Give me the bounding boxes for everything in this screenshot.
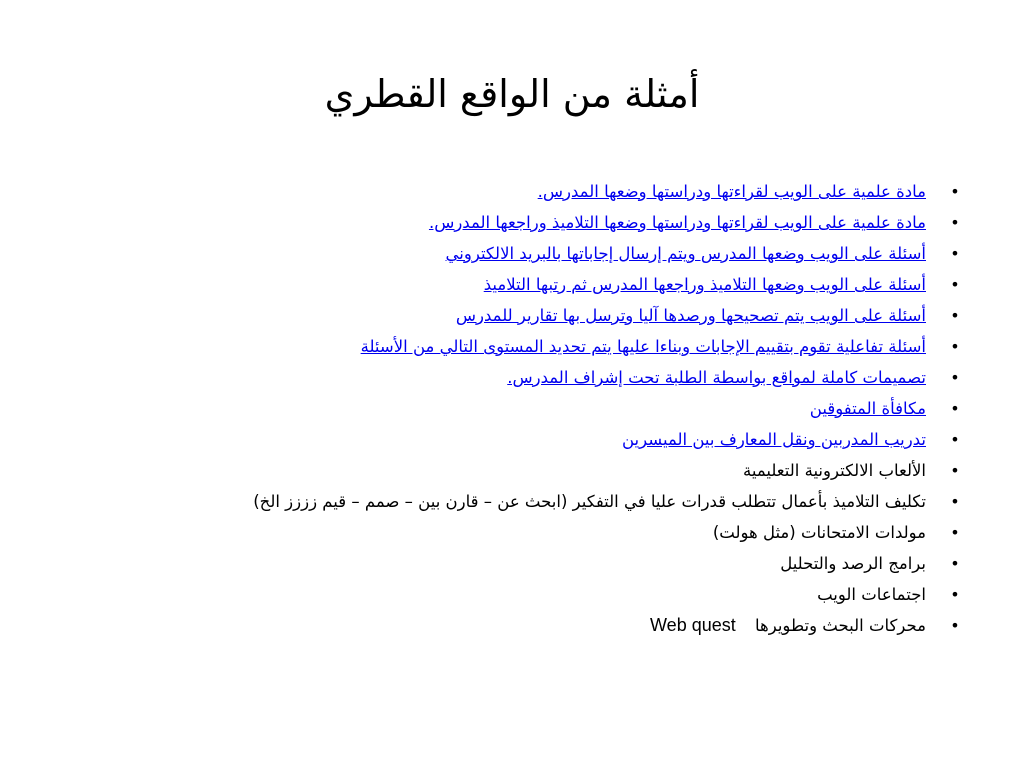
list-item: [62, 300, 960, 331]
bullet-dot-icon: •: [950, 585, 960, 604]
bullet-link[interactable]: أسئلة على الويب وضعها المدرس ويتم إرسال إجاباتها بالبريد الالكتروني: [445, 244, 926, 263]
bullet-link[interactable]: تدريب المدربين ونقل المعارف بين الميسرين: [621, 430, 926, 449]
list-item: [62, 393, 960, 424]
bullet-text: الألعاب الالكترونية التعليمية: [743, 461, 926, 480]
bullet-dot-icon: •: [950, 399, 960, 418]
bullet-dot-icon: •: [950, 368, 960, 387]
list-item: [62, 517, 960, 548]
list-item: [62, 548, 960, 579]
list-item: [62, 269, 960, 300]
list-item: [62, 610, 960, 641]
list-item: [62, 486, 960, 517]
bullet-dot-icon: •: [950, 430, 960, 449]
web-quest-label: Web quest: [650, 615, 736, 635]
bullet-text: محركات البحث وتطويرها: [755, 616, 926, 635]
bullet-text: اجتماعات الويب: [817, 585, 926, 604]
bullet-text: مولدات الامتحانات (مثل هولت): [712, 523, 926, 542]
list-item: [62, 455, 960, 486]
list-item: [62, 362, 960, 393]
bullet-dot-icon: •: [950, 213, 960, 232]
bullet-link[interactable]: أسئلة تفاعلية تقوم بتقييم الإجابات وبناءا عليها يتم تحديد المستوى التالي من الأسئلة: [360, 337, 926, 356]
bullet-text: تكليف التلاميذ بأعمال تتطلب قدرات عليا في التفكير (ابحث عن – قارن بين – صمم – قيم زززز الخ): [253, 492, 926, 511]
bullet-dot-icon: •: [950, 275, 960, 294]
bullet-dot-icon: •: [950, 461, 960, 480]
bullet-link[interactable]: أسئلة على الويب يتم تصحيحها ورصدها آليا وترسل بها تقارير للمدرس: [455, 306, 926, 325]
slide-title: أمثلة من الواقع القطري: [324, 72, 700, 116]
bullet-dot-icon: •: [950, 616, 960, 635]
bullet-dot-icon: •: [950, 492, 960, 511]
bullet-dot-icon: •: [950, 337, 960, 356]
list-item: [62, 207, 960, 238]
list-item: [62, 238, 960, 269]
bullet-list: [62, 176, 960, 641]
bullet-link[interactable]: تصميمات كاملة لمواقع بواسطة الطلبة تحت إشراف المدرس.: [507, 368, 926, 387]
list-item: [62, 331, 960, 362]
bullet-dot-icon: •: [950, 244, 960, 263]
bullet-link[interactable]: مكافأة المتفوقين: [809, 399, 926, 418]
bullet-dot-icon: •: [950, 306, 960, 325]
bullet-dot-icon: •: [950, 554, 960, 573]
bullet-text: برامج الرصد والتحليل: [780, 554, 926, 573]
bullet-link[interactable]: مادة علمية على الويب لقراءتها ودراستها وضعها المدرس.: [537, 182, 926, 201]
bullet-dot-icon: •: [950, 523, 960, 542]
list-item: [62, 176, 960, 207]
bullet-link[interactable]: مادة علمية على الويب لقراءتها ودراستها وضعها التلاميذ وراجعها المدرس.: [428, 213, 926, 232]
list-item: [62, 579, 960, 610]
bullet-dot-icon: •: [950, 182, 960, 201]
bullet-link[interactable]: أسئلة على الويب وضعها التلاميذ وراجعها المدرس ثم رتبها التلاميذ: [483, 275, 926, 294]
list-item: [62, 424, 960, 455]
